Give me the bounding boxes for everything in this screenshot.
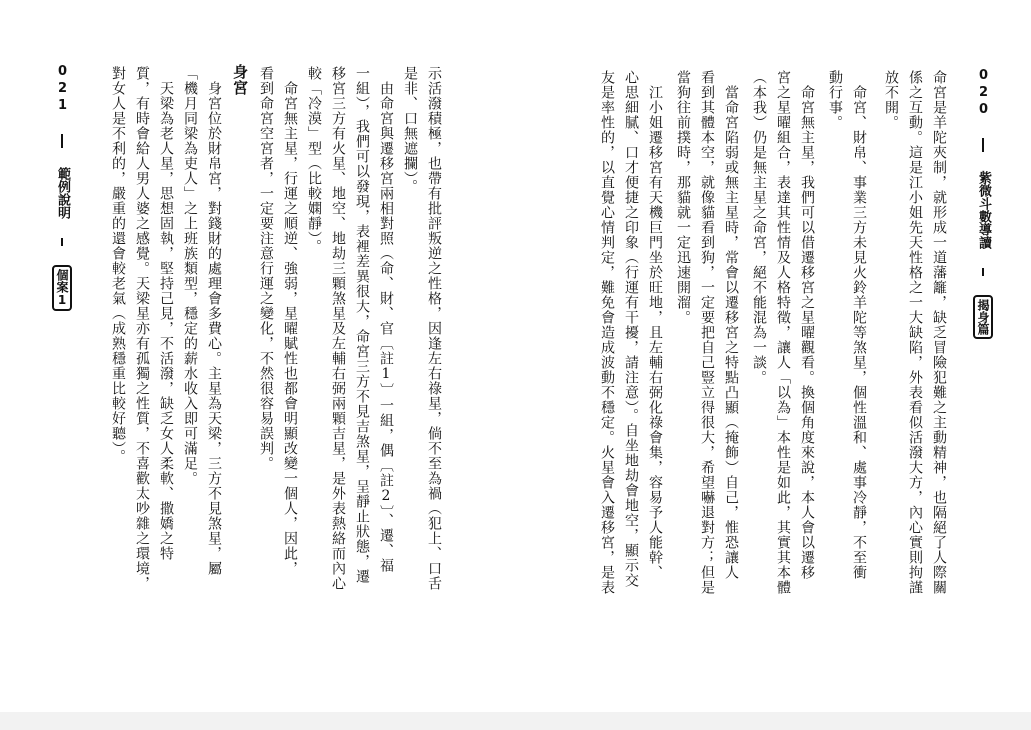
text-column: （本我）仍是無主星之命宮，絕不能混為一談。 xyxy=(751,70,767,385)
text-column: 身宮位於財帛宮，對錢財的處理會多費心。主星為天梁，三方不見煞星，屬 xyxy=(206,66,222,576)
text-column: 友是率性的，以直覺心情判定，難免會造成波動不穩定。火星會入遷移宮，是表 xyxy=(599,70,615,595)
text-column: 一組），我們可以發現，表裡差異很大，命宮三方不見吉煞星，呈靜止狀態，遷 xyxy=(354,66,370,584)
text-column: 天梁為老人星，思想固執，堅持己見，不活潑，缺乏女人柔軟、撒嬌之特 xyxy=(158,66,174,561)
header-rule xyxy=(982,268,984,276)
header-rule xyxy=(982,138,984,152)
text-column: 宮之星曜組合，表達其性情及人格特徵，讓人「以為」本性是如此，其實其本體 xyxy=(775,70,791,595)
text-column: 對女人是不利的，嚴重的還會較老氣（成熟穩重比較好聽）。 xyxy=(110,66,126,464)
text-column: 示活潑積極，也帶有批評叛逆之性格，因逢左右祿星，倘不至為禍（犯上、口舌 xyxy=(426,66,442,591)
case-tag: 個案1 xyxy=(52,265,72,311)
text-column: 命宮、財帛、事業三方未見火鈴羊陀等煞星，個性溫和、處事冷靜，不至衝 xyxy=(851,70,867,580)
text-column: 「機月同梁為吏人」之上班族類型，穩定的薪水收入即可滿足。 xyxy=(182,66,198,486)
text-column: 看到其體本空，就像貓看到狗，一定要把自己豎立得很大，希望嚇退對方；但是 xyxy=(699,70,715,595)
chapter-tag: 揭身篇 xyxy=(973,295,993,339)
text-column: 當命宮陷弱或無主星時，常會以遷移宮之特點凸顯（掩飾）自己，惟恐讓人 xyxy=(723,70,739,580)
text-column: 較「冷漠」型（比較嫻靜）。 xyxy=(306,66,322,254)
text-column: 命宮是羊陀夾制，就形成一道藩籬，缺乏冒險犯難之主動精神，也隔絕了人際關 xyxy=(931,70,947,595)
page-number: 021 xyxy=(55,64,70,115)
section-heading: 身宮 xyxy=(231,64,249,96)
text-column: 放不開。 xyxy=(883,70,899,130)
text-column: 由命宮與遷移宮兩相對照（命、財、官〔註1〕一組，偶〔註2〕、遷、福 xyxy=(378,66,394,573)
book-title: 紫微斗數導讀 xyxy=(976,171,991,249)
text-column: 移宮三方有火星、地空、地劫三顆煞星及左輔右弼兩顆吉星，是外表熱絡而內心 xyxy=(330,66,346,591)
bottom-margin xyxy=(0,712,1031,730)
text-column: 是非、口無遮攔）。 xyxy=(402,66,418,194)
section-title: 範例說明 xyxy=(55,167,70,219)
header-rule xyxy=(61,134,63,148)
page-number: 020 xyxy=(976,68,991,119)
right-page-header xyxy=(975,68,991,339)
left-page-header xyxy=(54,64,70,311)
text-column: 江小姐遷移宮有天機巨門坐於旺地，且左輔右弼化祿會集，容易予人能幹、 xyxy=(647,70,663,580)
text-column: 心思細膩、口才便捷之印象（行運有干擾，請注意）。自坐地劫會地空，顯示交 xyxy=(623,70,639,588)
text-column: 看到命宮空宮者，一定要注意行運之變化，不然很容易誤判。 xyxy=(258,66,274,471)
text-column: 動行事。 xyxy=(827,70,843,130)
text-column: 係之互動。這是江小姐先天性格之一大缺陷，外表看似活潑大方，內心實則拘謹 xyxy=(907,70,923,595)
header-rule xyxy=(61,238,63,246)
text-column: 當狗往前撲時，那貓就一定迅速開溜。 xyxy=(675,70,691,325)
text-column: 命宮無主星，我們可以借遷移宮之星曜觀看。換個角度來說，本人會以遷移 xyxy=(799,70,815,580)
text-column: 質，有時會給人男人婆之感覺。天梁星亦有孤獨之性質，不喜歡太吵雜之環境， xyxy=(134,66,150,591)
text-column: 命宮無主星，行運之順逆、強弱，星曜賦性也都會明顯改變一個人，因此， xyxy=(282,66,298,576)
